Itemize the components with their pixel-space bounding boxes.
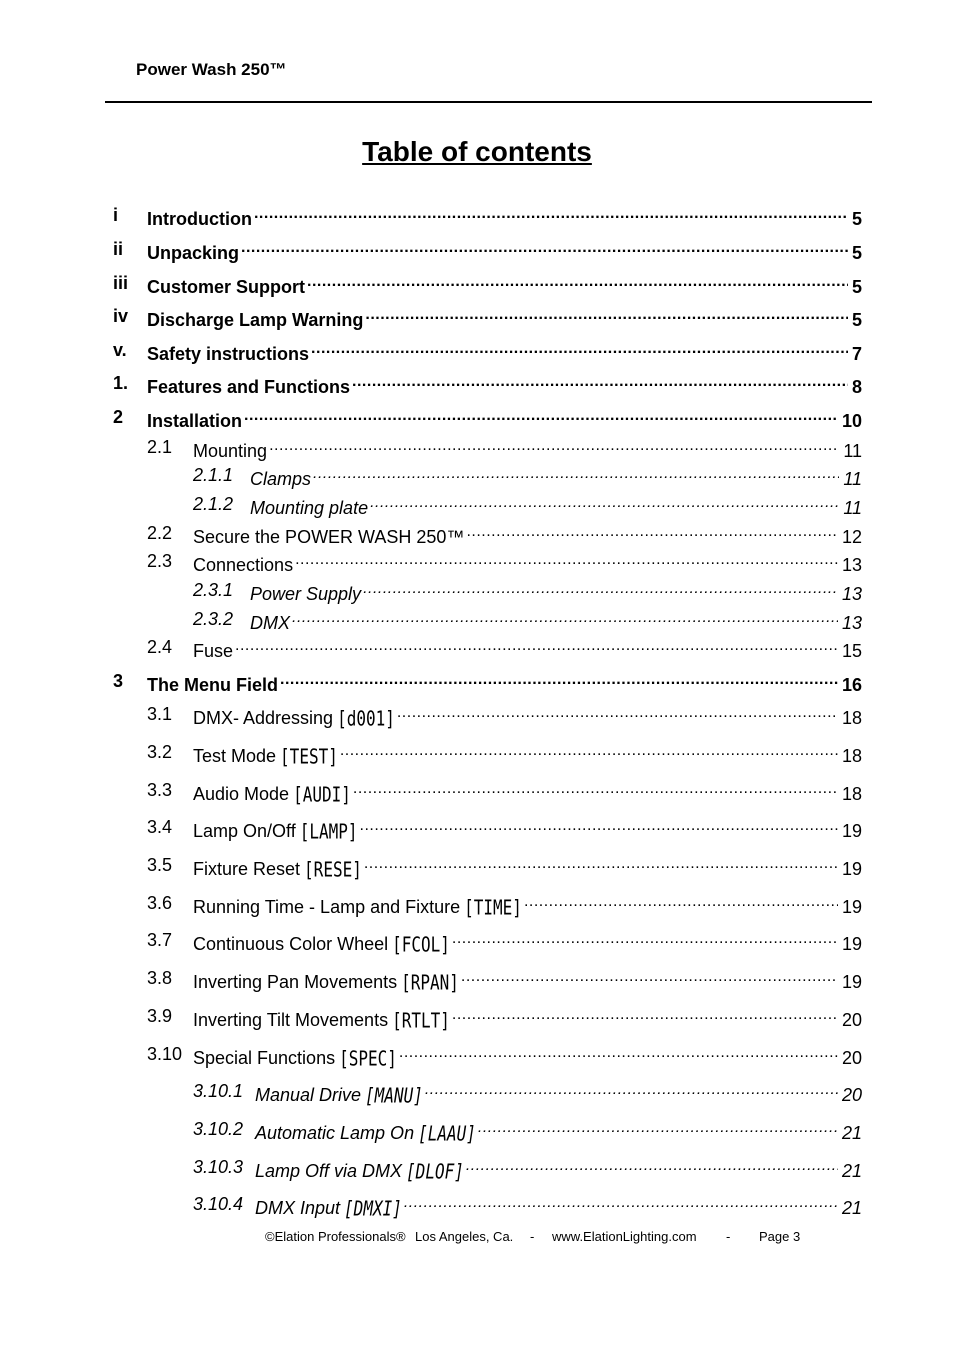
toc-entry-display-code: [LAMP]	[299, 819, 358, 844]
toc-leader-dots	[360, 817, 838, 837]
toc-entry[interactable]	[193, 465, 862, 490]
toc-entry-display-code: [RESE]	[304, 857, 362, 882]
toc-entry-title: Customer Support	[147, 277, 306, 297]
toc-entry[interactable]	[147, 437, 862, 462]
toc-entry[interactable]	[113, 306, 862, 331]
toc-entry[interactable]	[193, 609, 862, 634]
toc-leader-dots	[269, 437, 839, 457]
toc-entry[interactable]	[147, 893, 862, 920]
toc-entry-page: 13	[841, 584, 862, 604]
toc-entry-page: 7	[851, 344, 862, 364]
toc-leader-dots	[340, 742, 838, 762]
toc-leader-dots	[363, 580, 838, 600]
toc-entry-title: Continuous Color Wheel	[193, 934, 389, 954]
footer-company: ©Elation Professionals®	[265, 1229, 406, 1244]
toc-entry-page: 19	[841, 821, 862, 841]
toc-entry-number: 3.3	[147, 780, 173, 800]
toc-entry-number: 3.4	[147, 817, 173, 837]
toc-leader-dots	[461, 968, 838, 988]
toc-leader-dots	[353, 780, 838, 800]
toc-entry-page: 21	[841, 1161, 862, 1181]
toc-leader-dots	[365, 306, 848, 326]
toc-entry-page: 20	[841, 1048, 862, 1068]
toc-entry-title: DMX- Addressing	[193, 708, 334, 728]
toc-entry-title: Discharge Lamp Warning	[147, 310, 364, 330]
toc-entry-page: 5	[851, 243, 862, 263]
toc-entry-page: 18	[841, 746, 862, 766]
toc-entry-page: 16	[841, 675, 862, 695]
footer-separator: -	[726, 1229, 731, 1244]
toc-entry-number: 2.3.2	[193, 609, 234, 629]
toc-entry[interactable]	[193, 494, 862, 519]
toc-entry-number: 2.2	[147, 523, 173, 543]
toc-entry-title: Introduction	[147, 209, 252, 229]
toc-leader-dots	[364, 855, 838, 875]
toc-entry[interactable]	[193, 1157, 862, 1184]
toc-entry-number: 3.1	[147, 704, 173, 724]
toc-leader-dots	[466, 1157, 838, 1177]
toc-entry[interactable]	[193, 1194, 862, 1221]
toc-entry-title: Unpacking	[147, 243, 240, 263]
toc-entry-title: Mounting	[193, 441, 268, 461]
toc-entry-number: iv	[113, 306, 129, 326]
toc-entry-page: 18	[841, 784, 862, 804]
toc-leader-dots	[235, 637, 838, 657]
toc-leader-dots	[313, 465, 839, 485]
toc-entry-page: 11	[843, 469, 862, 489]
toc-entry[interactable]	[193, 580, 862, 605]
toc-entry-title: Running Time - Lamp and Fixture	[193, 897, 461, 917]
toc-entry-number: 2.1.1	[193, 465, 234, 485]
toc-entry-page: 19	[841, 934, 862, 954]
toc-entry-title: Features and Functions	[147, 377, 351, 397]
toc-entry-number: 2.1	[147, 437, 173, 457]
toc-entry-display-code: [DLOF]	[406, 1159, 464, 1184]
toc-entry-page: 8	[851, 377, 862, 397]
toc-leader-dots	[404, 1194, 838, 1214]
toc-leader-dots	[452, 930, 838, 950]
toc-entry-display-code: [DMXI]	[344, 1196, 402, 1221]
toc-entry-page: 11	[843, 441, 862, 461]
toc-entry-title: DMX	[250, 613, 290, 633]
toc-entry-page: 21	[841, 1198, 862, 1218]
toc-entry-title: Safety instructions	[147, 344, 310, 364]
toc-entry-page: 21	[841, 1123, 862, 1143]
toc-entry[interactable]	[147, 930, 862, 957]
toc-leader-dots	[292, 609, 838, 629]
toc-entry-number: 2.3.1	[193, 580, 234, 600]
toc-entry-title: Mounting plate	[250, 498, 369, 518]
toc-entry-title: Secure the POWER WASH 250™	[193, 527, 465, 547]
toc-entry[interactable]	[147, 855, 862, 882]
toc-entry-page: 5	[851, 310, 862, 330]
toc-entry-page: 19	[841, 972, 862, 992]
toc-entry-number: 3.7	[147, 930, 173, 950]
toc-leader-dots	[311, 340, 848, 360]
toc-entry-title: Audio Mode	[193, 784, 290, 804]
toc-leader-dots	[399, 1044, 838, 1064]
toc-entry-title: Automatic Lamp On	[255, 1123, 415, 1143]
toc-entry-number: v.	[113, 340, 127, 360]
toc-leader-dots	[425, 1081, 838, 1101]
toc-entry[interactable]	[113, 205, 862, 230]
toc-leader-dots	[280, 671, 838, 691]
toc-entry-number: 3.10.3	[193, 1157, 244, 1177]
toc-entry-title: Inverting Pan Movements	[193, 972, 398, 992]
running-header-title: Power Wash 250™	[136, 60, 287, 79]
toc-entry[interactable]	[147, 1044, 862, 1071]
toc-entry-display-code: [RTLT]	[392, 1008, 450, 1033]
toc-entry[interactable]	[147, 742, 862, 769]
toc-entry[interactable]	[147, 704, 862, 731]
toc-entry-display-code: [RPAN]	[401, 970, 459, 995]
toc-entry-page: 20	[841, 1085, 862, 1105]
toc-entry[interactable]	[113, 239, 862, 264]
toc-entry-title: Lamp On/Off	[193, 821, 296, 841]
toc-entry[interactable]	[147, 551, 862, 576]
toc-entry-page: 20	[841, 1010, 862, 1030]
toc-entry-number: i	[113, 205, 119, 225]
toc-entry-number: iii	[113, 273, 129, 293]
toc-entry-number: 3.5	[147, 855, 173, 875]
toc-entry-title: DMX Input	[255, 1198, 341, 1218]
toc-leader-dots	[254, 205, 848, 225]
toc-entry-number: 3.10	[147, 1044, 183, 1064]
toc-entry-number: 3.10.1	[193, 1081, 244, 1101]
toc-entry-page: 13	[841, 613, 862, 633]
toc-entry-number: ii	[113, 239, 124, 259]
toc-entry-page: 13	[841, 555, 862, 575]
toc-leader-dots	[295, 551, 838, 571]
toc-leader-dots	[241, 239, 848, 259]
toc-entry-title: Special Functions	[193, 1048, 336, 1068]
toc-leader-dots	[370, 494, 839, 514]
toc-entry[interactable]	[147, 968, 862, 995]
toc-entry[interactable]	[147, 1006, 862, 1033]
toc-leader-dots	[397, 704, 838, 724]
footer-separator: -	[530, 1229, 535, 1244]
toc-entry-number: 2.1.2	[193, 494, 234, 514]
toc-entry-number: 2.4	[147, 637, 173, 657]
toc-leader-dots	[352, 373, 848, 393]
toc-entry-display-code: [MANU]	[365, 1083, 423, 1108]
toc-entry-title: Test Mode	[193, 746, 277, 766]
toc-entry[interactable]	[113, 671, 862, 696]
toc-entry[interactable]	[193, 1081, 862, 1108]
toc-entry-title: Power Supply	[250, 584, 362, 604]
toc-entry-title: Fixture Reset	[193, 859, 301, 879]
footer-website: www.ElationLighting.com	[552, 1229, 697, 1244]
toc-entry-number: 2	[113, 407, 124, 427]
toc-entry[interactable]	[147, 780, 862, 807]
toc-entry[interactable]	[113, 340, 862, 365]
toc-entry-number: 3.10.2	[193, 1119, 244, 1139]
footer-page-number: Page 3	[759, 1229, 801, 1244]
toc-entry-display-code: [FCOL]	[392, 932, 450, 957]
toc-entry-title: Clamps	[250, 469, 312, 489]
toc-entry[interactable]	[113, 273, 862, 298]
toc-entry[interactable]	[147, 637, 862, 662]
toc-entry-page: 12	[841, 527, 862, 547]
toc-leader-dots	[524, 893, 838, 913]
header-rule	[105, 101, 872, 103]
toc-entry-number: 3.9	[147, 1006, 173, 1026]
toc-entry-page: 15	[841, 641, 862, 661]
toc-entry-number: 3.6	[147, 893, 173, 913]
toc-entry-page: 19	[841, 897, 862, 917]
toc-leader-dots	[452, 1006, 838, 1026]
toc-entry-number: 2.3	[147, 551, 173, 571]
toc-entry-number: 1.	[113, 373, 129, 393]
toc-entry-page: 18	[841, 708, 862, 728]
toc-entry-display-code: [TIME]	[464, 895, 522, 920]
toc-entry-page: 11	[843, 498, 862, 518]
toc-title: Table of contents	[362, 136, 592, 167]
toc-entry-number: 3.10.4	[193, 1194, 244, 1214]
footer-city: Los Angeles, Ca.	[415, 1229, 514, 1244]
toc-entry-title: Lamp Off via DMX	[255, 1161, 403, 1181]
toc-leader-dots	[478, 1119, 838, 1139]
toc-entry-title: The Menu Field	[147, 675, 279, 695]
toc-entry-number: 3.8	[147, 968, 173, 988]
toc-leader-dots	[466, 523, 838, 543]
toc-entry-display-code: [TEST]	[280, 744, 338, 769]
toc-entry-page: 19	[841, 859, 862, 879]
toc-entry-display-code: [AUDI]	[293, 782, 351, 807]
toc-entry-page: 5	[851, 277, 862, 297]
toc-leader-dots	[307, 273, 848, 293]
toc-entry-display-code: [LAAU]	[418, 1121, 476, 1146]
toc-entry-title: Fuse	[193, 641, 234, 661]
toc-leader-dots	[244, 407, 838, 427]
toc-entry[interactable]	[147, 523, 862, 548]
toc-entry[interactable]	[113, 407, 862, 432]
toc-entry-title: Installation	[147, 411, 243, 431]
toc-entry-title: Connections	[193, 555, 294, 575]
toc-entry-display-code: [d001]	[337, 706, 395, 731]
toc-entry[interactable]	[113, 373, 862, 398]
toc-entry[interactable]	[147, 817, 862, 844]
toc-entry-page: 5	[851, 209, 862, 229]
toc-entry-number: 3	[113, 671, 124, 691]
toc-entry-display-code: [SPEC]	[339, 1046, 397, 1071]
toc-entry[interactable]	[193, 1119, 862, 1146]
toc-entry-number: 3.2	[147, 742, 173, 762]
toc-entry-page: 10	[841, 411, 862, 431]
toc-entry-title: Inverting Tilt Movements	[193, 1010, 389, 1030]
toc-entry-title: Manual Drive	[255, 1085, 362, 1105]
